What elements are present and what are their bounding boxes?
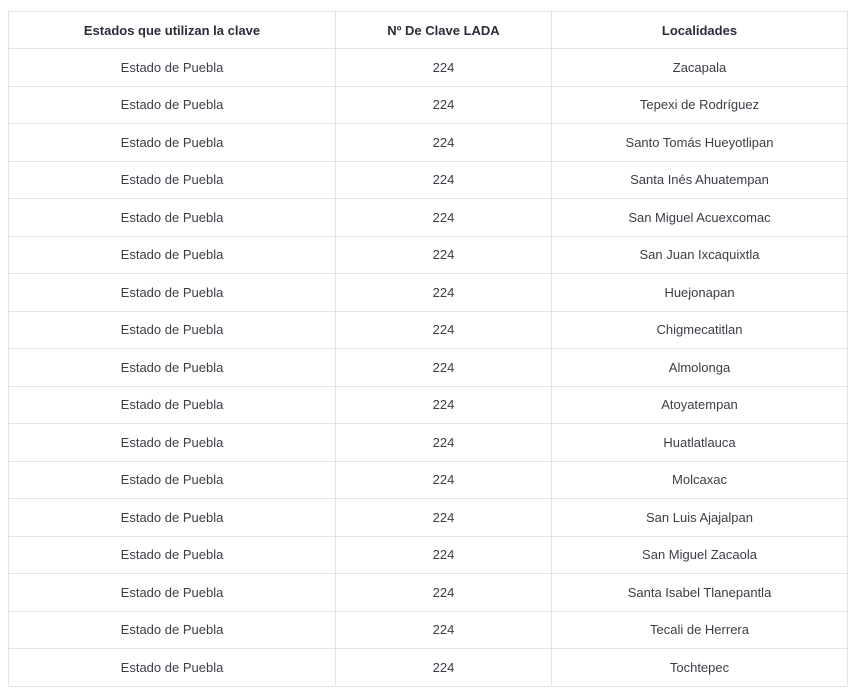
table-row: [9, 124, 848, 162]
cell-estado: Estado de Puebla: [9, 274, 336, 312]
cell-localidad: Santa Isabel Tlanepantla: [552, 574, 848, 612]
cell-clave: 224: [336, 124, 552, 162]
table-row: [9, 499, 848, 537]
header-estados: Estados que utilizan la clave: [9, 12, 336, 49]
cell-clave: 224: [336, 349, 552, 387]
cell-localidad: Tochtepec: [552, 649, 848, 687]
table-row: [9, 274, 848, 312]
cell-estado: Estado de Puebla: [9, 611, 336, 649]
cell-clave: 224: [336, 161, 552, 199]
cell-clave: 224: [336, 386, 552, 424]
table-row: [9, 536, 848, 574]
cell-clave: 224: [336, 611, 552, 649]
cell-localidad: Almolonga: [552, 349, 848, 387]
header-localidades: Localidades: [552, 12, 848, 49]
cell-clave: 224: [336, 499, 552, 537]
cell-estado: Estado de Puebla: [9, 649, 336, 687]
table-row: [9, 86, 848, 124]
cell-clave: 224: [336, 424, 552, 462]
cell-clave: 224: [336, 461, 552, 499]
cell-localidad: Zacapala: [552, 49, 848, 87]
cell-clave: 224: [336, 574, 552, 612]
cell-estado: Estado de Puebla: [9, 86, 336, 124]
table-row: [9, 311, 848, 349]
cell-estado: Estado de Puebla: [9, 349, 336, 387]
cell-estado: Estado de Puebla: [9, 199, 336, 237]
cell-estado: Estado de Puebla: [9, 461, 336, 499]
lada-table: [8, 11, 848, 687]
table-row: [9, 649, 848, 687]
table-row: [9, 461, 848, 499]
table-row: [9, 349, 848, 387]
cell-localidad: Chigmecatitlan: [552, 311, 848, 349]
table-row: [9, 236, 848, 274]
cell-estado: Estado de Puebla: [9, 574, 336, 612]
cell-localidad: Tepexi de Rodríguez: [552, 86, 848, 124]
cell-estado: Estado de Puebla: [9, 124, 336, 162]
cell-estado: Estado de Puebla: [9, 161, 336, 199]
cell-estado: Estado de Puebla: [9, 499, 336, 537]
cell-localidad: Atoyatempan: [552, 386, 848, 424]
cell-localidad: San Juan Ixcaquixtla: [552, 236, 848, 274]
cell-clave: 224: [336, 199, 552, 237]
cell-estado: Estado de Puebla: [9, 311, 336, 349]
cell-clave: 224: [336, 649, 552, 687]
lada-table-container: [8, 11, 847, 687]
table-row: [9, 611, 848, 649]
cell-localidad: San Miguel Zacaola: [552, 536, 848, 574]
cell-clave: 224: [336, 274, 552, 312]
table-row: [9, 199, 848, 237]
table-row: [9, 161, 848, 199]
cell-estado: Estado de Puebla: [9, 236, 336, 274]
header-clave-lada: Nº De Clave LADA: [336, 12, 552, 49]
cell-localidad: Huejonapan: [552, 274, 848, 312]
table-row: [9, 49, 848, 87]
table-body: [9, 49, 848, 687]
table-row: [9, 574, 848, 612]
cell-localidad: San Miguel Acuexcomac: [552, 199, 848, 237]
cell-clave: 224: [336, 311, 552, 349]
cell-clave: 224: [336, 536, 552, 574]
cell-estado: Estado de Puebla: [9, 424, 336, 462]
cell-estado: Estado de Puebla: [9, 536, 336, 574]
cell-localidad: Molcaxac: [552, 461, 848, 499]
cell-localidad: San Luis Ajajalpan: [552, 499, 848, 537]
table-row: [9, 424, 848, 462]
cell-localidad: Huatlatlauca: [552, 424, 848, 462]
cell-clave: 224: [336, 236, 552, 274]
cell-localidad: Santo Tomás Hueyotlipan: [552, 124, 848, 162]
cell-estado: Estado de Puebla: [9, 386, 336, 424]
cell-estado: Estado de Puebla: [9, 49, 336, 87]
table-header-row: [9, 12, 848, 49]
cell-clave: 224: [336, 86, 552, 124]
table-row: [9, 386, 848, 424]
cell-localidad: Santa Inés Ahuatempan: [552, 161, 848, 199]
cell-clave: 224: [336, 49, 552, 87]
cell-localidad: Tecali de Herrera: [552, 611, 848, 649]
